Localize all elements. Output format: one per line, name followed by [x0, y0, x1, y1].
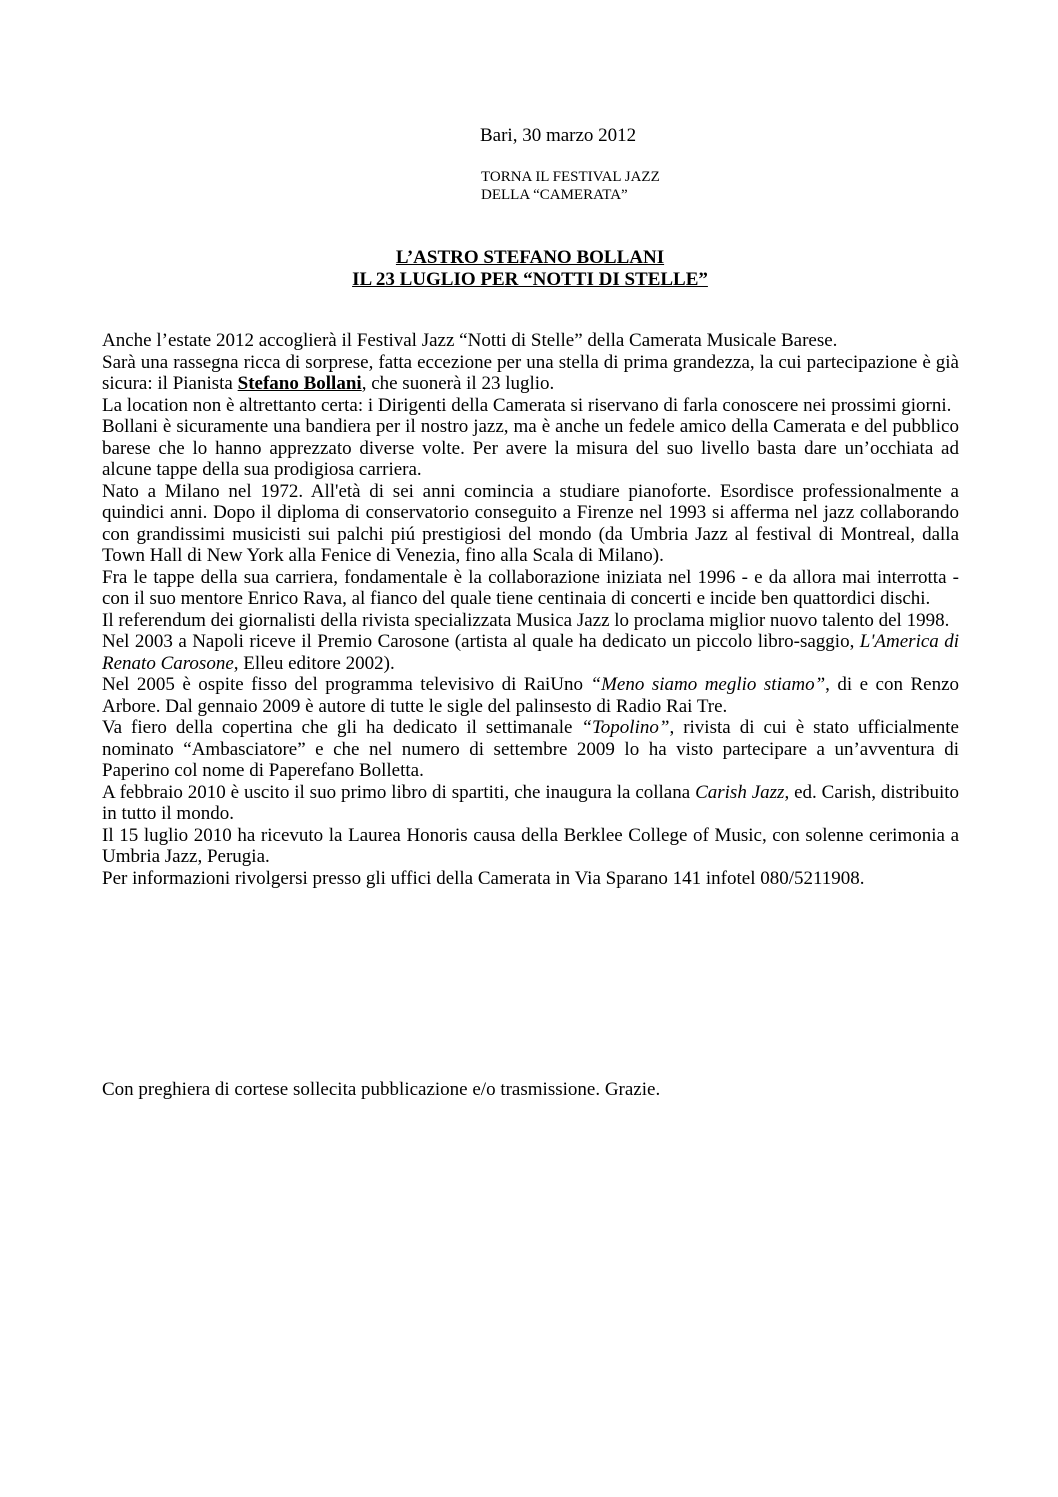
paragraph-text: Nel 2003 a Napoli riceve il Premio Carosone (artista al quale ha dedicato un piccolo libro-saggio, [102, 631, 860, 652]
paragraph-biography: Nato a Milano nel 1972. All'età di sei anni comincia a studiare pianoforte. Esordisce professionalmente a quindici anni. Dopo il diploma di conservatorio conseguito a Firenze nel 1993 si afferma nel jazz collaborando con grandissimi musicisti sui palchi piú prestigiosi del mondo (da Umbria Jazz al festival di Montreal, dalla Town Hall di New York alla Fenice di Venezia, fino alla Scala di Milano). [102, 480, 959, 566]
kicker-line-2: DELLA “CAMERATA” [481, 187, 628, 203]
press-release-date: Bari, 30 marzo 2012 [480, 125, 637, 146]
paragraph-friendship: Bollani è sicuramente una bandiera per il nostro jazz, ma è anche un fedele amico della Camerata e del pubblico barese che lo hanno apprezzato diverse volte. Per avere la misura del suo livello basta dare un’occhiata ad alcune tappe della sua prodigiosa carriera. [102, 416, 959, 480]
paragraph-text: Sarà una rassegna ricca di sorprese, fatta eccezione per una stella di prima grandezza, la cui partecipazione è già sicura: il Pianista [102, 351, 959, 394]
paragraph-raiuno [102, 674, 959, 717]
paragraph-text: , rivista di cui è stato ufficialmente nominato “Ambasciatore” e che nel numero di settembre 2009 lo ha visto partecipare a un’avventura di Paperino col nome di Paperefano Bolletta. [102, 717, 959, 781]
headline [200, 247, 860, 291]
headline-line-1: L’ASTRO STEFANO BOLLANI [395, 247, 665, 268]
headline-line-2: IL 23 LUGLIO PER “NOTTI DI STELLE” [352, 269, 708, 290]
paragraph-headliner [102, 352, 959, 395]
paragraph-berklee: Il 15 luglio 2010 ha ricevuto la Laurea Honoris causa della Berklee College of Music, con solenne cerimonia a Umbria Jazz, Perugia. [102, 824, 959, 867]
article-body [102, 330, 959, 889]
paragraph-location: La location non è altrettanto certa: i Dirigenti della Camerata si riservano di farla conoscere nei prossimi giorni. [102, 394, 952, 416]
series-title: Carish Jazz [695, 781, 785, 803]
press-release-kicker [481, 168, 660, 204]
artist-name: Stefano Bollani [237, 373, 362, 394]
paragraph-text: Va fiero della copertina che gli ha dedicato il settimanale [102, 717, 582, 738]
paragraph-contact-info: Per informazioni rivolgersi presso gli uffici della Camerata in Via Sparano 141 infotel 080/5211908. [102, 867, 865, 889]
paragraph-topolino [102, 717, 959, 782]
kicker-line-1: TORNA IL FESTIVAL JAZZ [481, 169, 660, 185]
paragraph-award-1998: Il referendum dei giornalisti della rivista specializzata Musica Jazz lo proclama miglior nuovo talento del 1998. [102, 609, 950, 631]
paragraph-text: , ed. Carish, distribuito in tutto il mondo. [102, 781, 960, 824]
paragraph-text: Nel 2005 è ospite fisso del programma televisivo di RaiUno [102, 674, 591, 695]
paragraph-intro: Anche l’estate 2012 accoglierà il Festival Jazz “Notti di Stelle” della Camerata Musicale Barese. [102, 330, 838, 351]
paragraph-carosone [102, 631, 959, 674]
closing-note: Con preghiera di cortese sollecita pubblicazione e/o trasmissione. Grazie. [102, 1079, 661, 1100]
paragraph-text: , che suonerà il 23 luglio. [361, 373, 555, 394]
paragraph-sheet-music [102, 782, 959, 825]
tv-program-title: “Meno siamo meglio stiamo” [590, 674, 826, 695]
paragraph-text: , di e con Renzo Arbore. Dal gennaio 2009 è autore di tutte le sigle del palinsesto di Radio Rai Tre. [102, 674, 959, 717]
paragraph-rava: Fra le tappe della sua carriera, fondamentale è la collaborazione iniziata nel 1996 - e da allora mai interrotta - con il suo mentore Enrico Rava, al fianco del quale tiene centinaia di concerti e incide ben quattordici dischi. [102, 566, 959, 609]
book-title: L'America di Renato Carosone [102, 631, 960, 674]
paragraph-text: , Elleu editore 2002). [233, 652, 395, 674]
paragraph-text: A febbraio 2010 è uscito il suo primo libro di spartiti, che inaugura la collana [102, 781, 696, 803]
magazine-title: “Topolino” [581, 717, 670, 738]
